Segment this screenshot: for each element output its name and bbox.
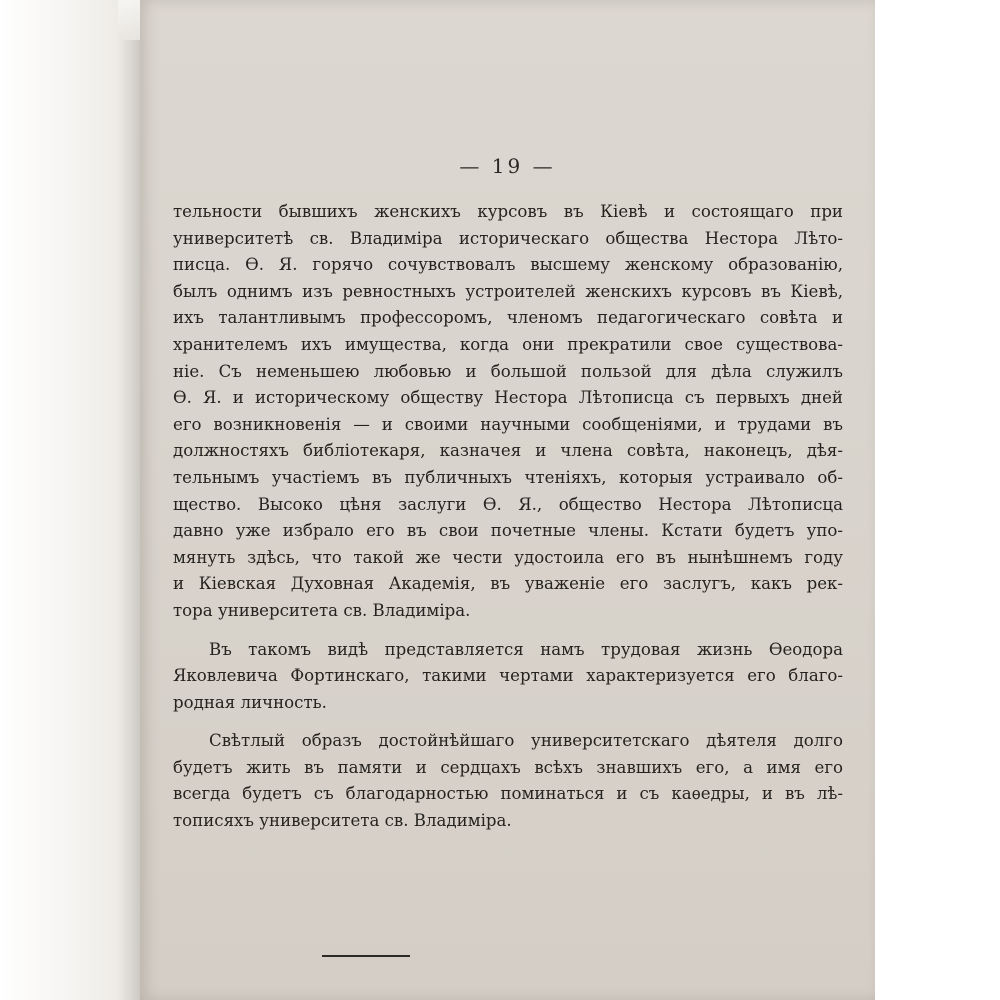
- page-number: — 19 —: [459, 154, 556, 178]
- paragraph-gap: [173, 625, 843, 637]
- text-line: тописяхъ университета св. Владиміра.: [173, 811, 512, 831]
- text-line: должностяхъ библіотекаря, казначея и члена совѣта, наконецъ, дѣя-: [173, 441, 843, 461]
- body-text: [173, 199, 843, 835]
- text-line: Ѳ. Я. и историческому обществу Нестора Лѣтописца съ первыхъ дней: [173, 388, 843, 408]
- text-line: давно уже избрало его въ свои почетные члены. Кстати будетъ упо-: [173, 521, 843, 541]
- book-page: [140, 0, 875, 1000]
- text-line: Свѣтлый образъ достойнѣйшаго университетскаго дѣятеля долго: [209, 731, 843, 751]
- text-line: писца. Ѳ. Я. горячо сочувствовалъ высшему женскому образованію,: [173, 255, 843, 275]
- text-line: и Кіевская Духовная Академія, въ уваженіе его заслугъ, какъ рек-: [173, 574, 843, 594]
- text-line: родная личность.: [173, 692, 327, 712]
- text-line: его возникновенія — и своими научными сообщеніями, и трудами въ: [173, 414, 843, 434]
- text-line: мянуть здѣсь, что такой же чести удостоила его въ нынѣшнемъ году: [173, 547, 843, 567]
- text-line: Яковлевича Фортинскаго, такими чертами характеризуется его благо-: [173, 666, 843, 686]
- paragraph: [173, 637, 843, 717]
- text-line: тельности бывшихъ женскихъ курсовъ въ Кіевѣ и состоящаго при: [173, 202, 843, 221]
- closing-rule: [322, 955, 410, 957]
- paragraph-gap: [173, 716, 843, 728]
- text-line: хранителемъ ихъ имущества, когда они прекратили свое существова-: [173, 334, 843, 354]
- text-line: ніе. Съ неменьшею любовью и большой пользой для дѣла служилъ: [173, 361, 843, 381]
- text-line: былъ однимъ изъ ревностныхъ устроителей женскихъ курсовъ въ Кіевѣ,: [173, 281, 843, 301]
- text-line: тельнымъ участіемъ въ публичныхъ чтеніяхъ, которыя устраивало об-: [173, 467, 843, 487]
- text-line: университетѣ св. Владиміра историческаго общества Нестора Лѣто-: [173, 228, 843, 248]
- text-line: всегда будетъ съ благодарностью поминаться и съ каѳедры, и въ лѣ-: [173, 784, 843, 804]
- text-line: Въ такомъ видѣ представляется намъ трудовая жизнь Ѳеодора: [209, 639, 843, 659]
- paragraph: [173, 199, 843, 625]
- text-line: тора университета св. Владиміра.: [173, 600, 471, 620]
- text-line: ихъ талантливымъ профессоромъ, членомъ педагогическаго совѣта и: [173, 308, 843, 328]
- background-right: [872, 0, 1000, 1000]
- paragraph: [173, 728, 843, 834]
- text-line: щество. Высоко цѣня заслуги Ѳ. Я., общество Нестора Лѣтописца: [173, 494, 843, 514]
- text-line: будетъ жить въ памяти и сердцахъ всѣхъ знавшихъ его, а имя его: [173, 757, 843, 777]
